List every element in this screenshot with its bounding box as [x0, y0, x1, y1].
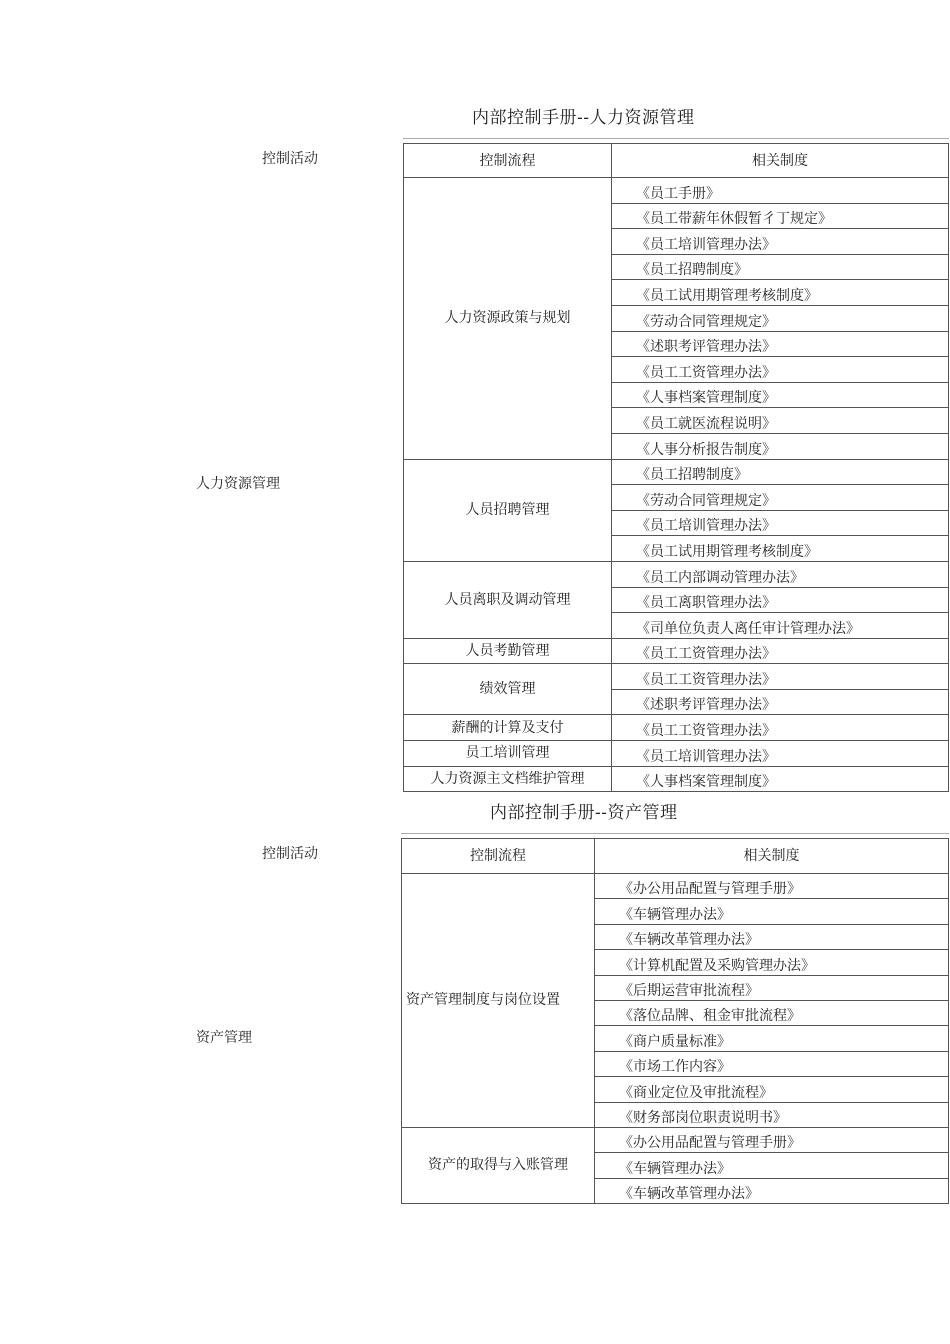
- doc-cell: 《人事档案管理制度》: [612, 766, 949, 792]
- doc-cell: 《落位品牌、租金审批流程》: [595, 1000, 949, 1025]
- doc-cell: 《车辆管理办法》: [595, 1153, 949, 1178]
- doc-cell: 《劳动合同管理规定》: [612, 305, 949, 331]
- table-row: [404, 459, 949, 485]
- col-header-docs: 相关制度: [612, 144, 949, 178]
- flow-cell: 薪酬的计算及支付: [404, 715, 612, 741]
- table-row: [402, 874, 949, 899]
- doc-cell: 《车辆改革管理办法》: [595, 1178, 949, 1203]
- doc-cell: 《员工工资管理办法》: [612, 357, 949, 383]
- doc-cell: 《财务部岗位职责说明书》: [595, 1102, 949, 1127]
- doc-cell: 《人事档案管理制度》: [612, 382, 949, 408]
- doc-cell: 《员工试用期管理考核制度》: [612, 536, 949, 562]
- flow-cell: 人员离职及调动管理: [404, 561, 612, 638]
- doc-cell: 《办公用品配置与管理手册》: [595, 1127, 949, 1152]
- doc-cell: 《员工招聘制度》: [612, 254, 949, 280]
- table-row: [402, 1127, 949, 1152]
- doc-cell: 《办公用品配置与管理手册》: [595, 874, 949, 899]
- doc-cell: 《员工工资管理办法》: [612, 638, 949, 664]
- table-row: [404, 766, 949, 792]
- doc-cell: 《计算机配置及采购管理办法》: [595, 950, 949, 975]
- doc-cell: 《商户质量标准》: [595, 1026, 949, 1051]
- section2-table: [401, 833, 949, 1204]
- doc-cell: 《员工招聘制度》: [612, 459, 949, 485]
- doc-cell: 《司单位负责人离任审计管理办法》: [612, 613, 949, 639]
- flow-cell: 员工培训管理: [404, 741, 612, 767]
- doc-cell: 《员工手册》: [612, 178, 949, 204]
- doc-cell: 《劳动合同管理规定》: [612, 485, 949, 511]
- flow-cell: 人员考勤管理: [404, 638, 612, 664]
- table-row: [404, 638, 949, 664]
- col-header-docs: 相关制度: [595, 839, 949, 874]
- doc-cell: 《员工培训管理办法》: [612, 229, 949, 255]
- section2-title: 内部控制手册--资产管理: [490, 803, 678, 823]
- doc-cell: 《员工内部调动管理办法》: [612, 561, 949, 587]
- doc-cell: 《车辆管理办法》: [595, 899, 949, 924]
- section2-activity-header: 控制活动: [262, 846, 318, 862]
- section1-table: [403, 138, 949, 792]
- flow-cell: 人员招聘管理: [404, 459, 612, 561]
- col-header-flow: 控制流程: [402, 839, 595, 874]
- doc-cell: 《述职考评管理办法》: [612, 689, 949, 715]
- doc-cell: 《后期运营审批流程》: [595, 975, 949, 1000]
- doc-cell: 《商业定位及审批流程》: [595, 1077, 949, 1102]
- table-row: [404, 178, 949, 204]
- doc-cell: 《述职考评管理办法》: [612, 331, 949, 357]
- section1-activity: 人力资源管理: [196, 476, 280, 492]
- flow-cell: 资产管理制度与岗位设置: [402, 874, 595, 1128]
- doc-cell: 《人事分析报告制度》: [612, 433, 949, 459]
- doc-cell: 《员工工资管理办法》: [612, 664, 949, 690]
- doc-cell: 《车辆改革管理办法》: [595, 924, 949, 949]
- section1-activity-header: 控制活动: [262, 151, 318, 167]
- table-row: [404, 664, 949, 690]
- table-row: [404, 561, 949, 587]
- table-row: [404, 715, 949, 741]
- doc-cell: 《员工培训管理办法》: [612, 510, 949, 536]
- doc-cell: 《员工培训管理办法》: [612, 741, 949, 767]
- doc-cell: 《员工离职管理办法》: [612, 587, 949, 613]
- doc-cell: 《员工带薪年休假暂彳丁规定》: [612, 203, 949, 229]
- col-header-flow: 控制流程: [404, 144, 612, 178]
- doc-cell: 《员工工资管理办法》: [612, 715, 949, 741]
- doc-cell: 《员工试用期管理考核制度》: [612, 280, 949, 306]
- table-row: [404, 741, 949, 767]
- section2-activity: 资产管理: [196, 1030, 252, 1046]
- flow-cell: 人力资源政策与规划: [404, 178, 612, 460]
- doc-cell: 《员工就医流程说明》: [612, 408, 949, 434]
- section1-title: 内部控制手册--人力资源管理: [472, 108, 695, 128]
- doc-cell: 《市场工作内容》: [595, 1051, 949, 1076]
- flow-cell: 人力资源主文档维护管理: [404, 766, 612, 792]
- flow-cell: 资产的取得与入账管理: [402, 1127, 595, 1203]
- flow-cell: 绩效管理: [404, 664, 612, 715]
